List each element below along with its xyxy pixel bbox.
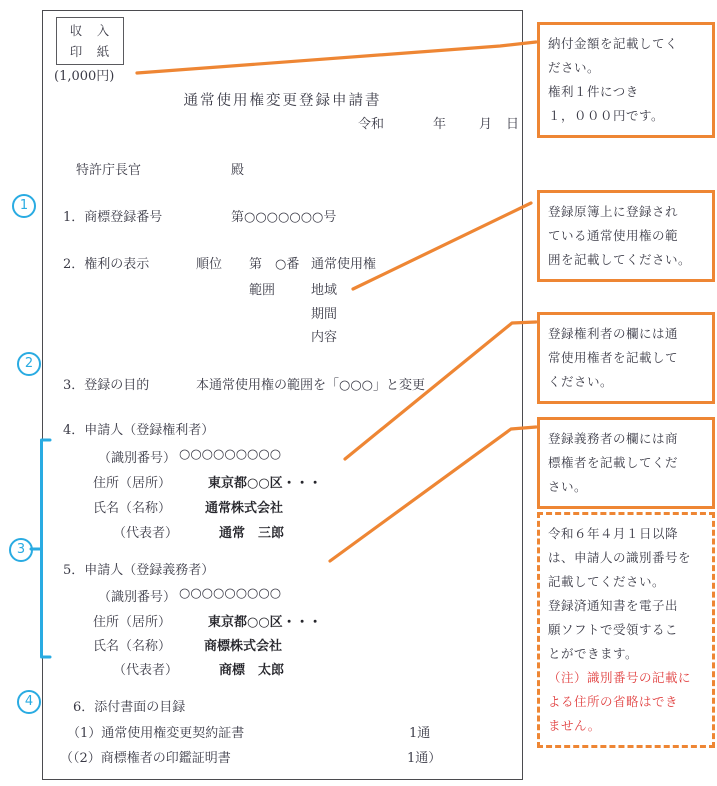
date-month: 月 (479, 117, 493, 132)
section2-rank-label: 順位 (196, 257, 223, 272)
revenue-stamp-label: 収 入 印 紙 (69, 23, 111, 59)
application-form-sheet (42, 10, 523, 780)
section2-right-type: 通常使用権 (311, 257, 377, 272)
section4-id-value: ○○○○○○○○○ (179, 447, 282, 462)
section4-name-value: 通常株式会社 (205, 501, 284, 516)
section5-name-label: 氏名（名称） (93, 639, 172, 654)
section6-item2: （（2）商標権者の印鑑証明書 (60, 751, 231, 766)
section1-value: 第○○○○○○○号 (231, 210, 337, 225)
section4-address-value: 東京都○○区・・・ (208, 476, 322, 491)
section2-rank-value: 第 ○番 (249, 257, 300, 272)
date-day: 日 (506, 117, 520, 132)
section5-id-value: ○○○○○○○○○ (179, 586, 282, 601)
date-year: 年 (433, 117, 447, 132)
section5-address-label: 住所（居所） (93, 615, 172, 630)
section5-representative-value: 商標 太郎 (219, 663, 285, 678)
section4-id-label: （識別番号） (98, 451, 177, 466)
section6-title: 6．添付書面の目録 (73, 700, 186, 715)
annotation-id-number-note (537, 512, 715, 748)
annotation-scope-note: 登録原簿上に登録され ている通常使用権の範 囲を記載してください。 (537, 190, 715, 282)
section2-scope-period: 期間 (311, 307, 338, 322)
section4-representative-value: 通常 三郎 (219, 526, 285, 541)
section5-id-label: （識別番号） (98, 590, 177, 605)
form-title: 通常使用権変更登録申請書 (183, 93, 382, 109)
section5-address-value: 東京都○○区・・・ (208, 615, 322, 630)
section3-value: 本通常使用権の範囲を「○○○」と変更 (196, 378, 426, 393)
section6-item1: （1）通常使用権変更契約証書 (67, 726, 245, 741)
section1-label: 1．商標登録番号 (63, 210, 163, 225)
section5-name-value: 商標株式会社 (204, 639, 283, 654)
addressee: 特許庁長官 (76, 163, 142, 178)
marker-circle-3: 3 (9, 538, 33, 562)
section6-item1-count: 1通 (409, 726, 431, 741)
annotation-obligor-note: 登録義務者の欄には商 標権者を記載してくだ さい。 (537, 417, 715, 509)
stamp-fee-amount: (1,000円) (54, 69, 115, 84)
marker-circle-4: 4 (17, 690, 41, 714)
addressee-honorific: 殿 (231, 163, 245, 178)
annotation-right-holder-note: 登録権利者の欄には通 常使用権者を記載して ください。 (537, 312, 715, 404)
section6-item2-count: 1通） (407, 751, 442, 766)
date-era: 令和 (358, 117, 385, 132)
section5-representative-label: （代表者） (113, 663, 179, 678)
section4-address-label: 住所（居所） (93, 476, 172, 491)
id-number-note-main: 令和６年４月１日以降 は、申請人の識別番号を 記載してください。 登録済通知書を電子出 願ソフトで受領するこ とができます。 (548, 526, 692, 661)
marker-circle-1: 1 (12, 194, 36, 218)
section2-label: 2．権利の表示 (63, 257, 150, 272)
section2-scope-content: 内容 (311, 330, 338, 345)
revenue-stamp-box (56, 17, 124, 65)
section4-representative-label: （代表者） (113, 526, 179, 541)
section3-label: 3．登録の目的 (63, 378, 150, 393)
section2-scope-label: 範囲 (249, 283, 276, 298)
section2-scope-region: 地域 (311, 283, 338, 298)
id-number-note-warning: （注）識別番号の記載に よる住所の省略はでき ません。 (548, 670, 692, 733)
annotation-fee-note: 納付金額を記載してく ださい。 権利１件につき １，０００円です。 (537, 22, 715, 138)
marker-circle-2: 2 (17, 352, 41, 376)
section5-title: 5．申請人（登録義務者） (63, 563, 215, 578)
section4-name-label: 氏名（名称） (93, 501, 172, 516)
section4-title: 4．申請人（登録権利者） (63, 423, 215, 438)
